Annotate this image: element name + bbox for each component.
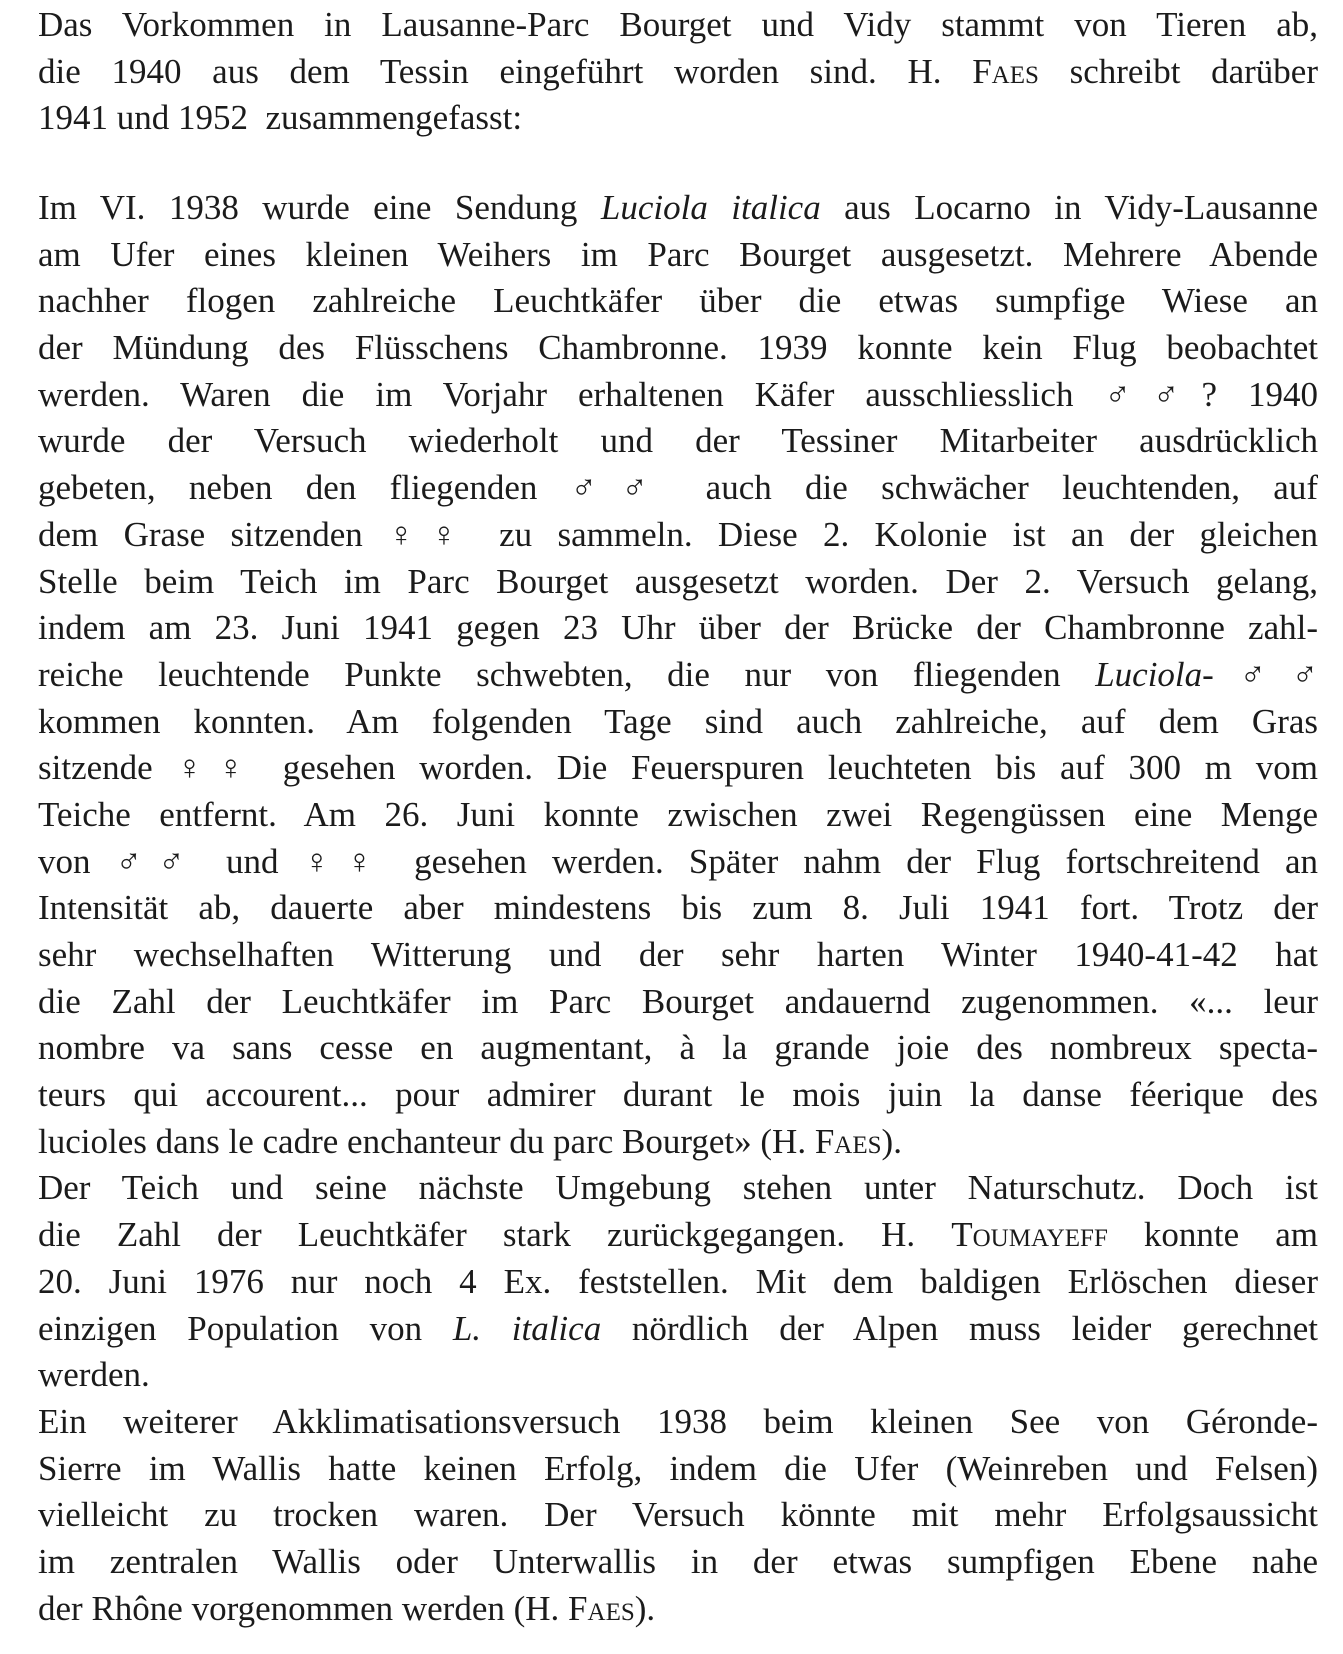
text-line: [38, 559, 1318, 606]
text-line: [38, 1212, 1318, 1259]
text-line: [38, 49, 1318, 96]
small-caps-author-name: Faes: [814, 1121, 882, 1161]
text-line: [38, 1072, 1318, 1119]
intro-paragraph: [38, 2, 1318, 142]
text-segment: die Zahl der Leuchtkäfer im Parc Bourget andauernd zugenommen. «... leur: [38, 981, 1318, 1021]
text-segment: nördlich der Alpen muss leider gerechnet: [601, 1308, 1318, 1348]
text-segment: reiche leuchtende Punkte schwebten, die nur von fliegenden: [38, 654, 1096, 694]
text-line: [38, 278, 1318, 325]
text-line: [38, 465, 1318, 512]
text-line: [38, 1165, 1318, 1212]
text-line: [38, 1539, 1318, 1586]
text-segment: Ein weiterer Akklimatisationsversuch 1938 beim kleinen See von Géronde-: [38, 1401, 1318, 1441]
text-line: [38, 512, 1318, 559]
text-segment: Der Teich und seine nächste Umgebung stehen unter Naturschutz. Doch ist: [38, 1168, 1318, 1208]
text-segment: 1941 und 1952 zusammengefasst:: [38, 98, 523, 138]
text-segment: von ♂♂ und ♀♀ gesehen werden. Später nahm der Flug fortschreitend an: [38, 841, 1318, 881]
text-line: [38, 232, 1318, 279]
text-segment: gebeten, neben den fliegenden ♂♂ auch die schwächer leuchtenden, auf: [38, 468, 1318, 508]
text-segment: werden. Waren die im Vorjahr erhaltenen Käfer ausschliesslich ♂♂? 1940: [38, 374, 1318, 414]
text-segment: sitzende ♀♀ gesehen worden. Die Feuerspuren leuchteten bis auf 300 m vom: [38, 748, 1318, 788]
text-segment: Das Vorkommen in Lausanne-Parc Bourget und Vidy stammt von Tieren ab,: [38, 5, 1318, 44]
text-segment: sehr wechselhaften Witterung und der sehr harten Winter 1940-41-42 hat: [38, 935, 1318, 974]
text-line: [38, 605, 1318, 652]
text-segment: lucioles dans le cadre enchanteur du parc Bourget» (H.: [38, 1121, 815, 1161]
text-segment: ).: [881, 1121, 902, 1161]
small-caps-author-name: Toumayeff: [951, 1215, 1108, 1255]
text-segment: im zentralen Wallis oder Unterwallis in der etwas sumpfigen Ebene nahe: [38, 1541, 1318, 1581]
text-segment: einzigen Population von: [38, 1308, 453, 1348]
text-line: [38, 418, 1318, 465]
text-line: [38, 1025, 1318, 1072]
text-line: [38, 885, 1318, 932]
quoted-report-paragraph: [38, 185, 1318, 1632]
text-segment: konnte am: [1107, 1215, 1318, 1255]
text-segment: aus Locarno in Vidy-Lausanne: [820, 188, 1318, 227]
text-segment: ).: [634, 1588, 656, 1628]
text-line: [38, 1399, 1318, 1446]
text-segment: 20. Juni 1976 nur noch 4 Ex. feststellen. Mit dem baldigen Erlöschen dieser: [38, 1261, 1318, 1301]
text-segment: der Rhône vorgenommen werden (H.: [38, 1588, 569, 1628]
text-segment: kommen konnten. Am folgenden Tage sind auch zahlreiche, auf dem Gras: [38, 701, 1318, 741]
small-caps-author-name: Faes: [568, 1588, 635, 1628]
text-line: [38, 1586, 1318, 1633]
text-segment: Intensität ab, dauerte aber mindestens bis zum 8. Juli 1941 fort. Trotz der: [38, 888, 1318, 928]
text-line: [38, 1492, 1318, 1539]
italic-text: Luciola: [1095, 654, 1203, 694]
text-segment: teurs qui accourent... pour admirer durant le mois juin la danse féerique des: [38, 1075, 1318, 1115]
text-segment: Teiche entfernt. Am 26. Juni konnte zwischen zwei Regengüssen eine Menge: [38, 794, 1318, 834]
italic-text: L. italica: [452, 1308, 602, 1348]
text-line: [38, 932, 1318, 979]
text-line: [38, 1306, 1318, 1353]
text-segment: am Ufer eines kleinen Weihers im Parc Bourget ausgesetzt. Mehrere Abende: [38, 234, 1318, 274]
text-line: [38, 325, 1318, 372]
text-line: [38, 745, 1318, 792]
text-segment: wurde der Versuch wiederholt und der Tessiner Mitarbeiter ausdrücklich: [38, 421, 1318, 461]
text-segment: Im VI. 1938 wurde eine Sendung: [38, 188, 601, 227]
text-segment: der Mündung des Flüsschens Chambronne. 1939 konnte kein Flug beobachtet: [38, 328, 1318, 368]
text-line: [38, 1352, 1318, 1399]
text-segment: vielleicht zu trocken waren. Der Versuch könnte mit mehr Erfolgsaussicht: [38, 1495, 1318, 1535]
text-segment: nombre va sans cesse en augmentant, à la grande joie des nombreux specta-: [38, 1028, 1318, 1068]
text-line: [38, 839, 1318, 886]
text-line: [38, 185, 1318, 232]
text-segment: die 1940 aus dem Tessin eingeführt worden sind. H.: [38, 51, 973, 91]
text-line: [38, 699, 1318, 746]
text-segment: schreibt darüber: [1038, 51, 1318, 91]
small-caps-author-name: Faes: [972, 51, 1039, 91]
text-segment: nachher flogen zahlreiche Leuchtkäfer über die etwas sumpfige Wiese an: [38, 281, 1318, 321]
text-line: [38, 372, 1318, 419]
text-line: [38, 2, 1318, 49]
text-line: [38, 792, 1318, 839]
text-line: [38, 979, 1318, 1026]
text-segment: -♂♂: [1202, 654, 1318, 694]
text-line: [38, 652, 1318, 699]
text-line: [38, 95, 1318, 142]
text-line: [38, 1446, 1318, 1493]
italic-text: Luciola italica: [600, 188, 821, 227]
text-segment: die Zahl der Leuchtkäfer stark zurückgegangen. H.: [38, 1215, 952, 1255]
text-segment: werden.: [38, 1355, 150, 1395]
text-segment: dem Grase sitzenden ♀♀ zu sammeln. Diese 2. Kolonie ist an der gleichen: [38, 514, 1318, 554]
text-segment: indem am 23. Juni 1941 gegen 23 Uhr über der Brücke der Chambronne zahl-: [38, 608, 1318, 648]
text-line: [38, 1259, 1318, 1306]
text-line: [38, 1119, 1318, 1166]
text-segment: Sierre im Wallis hatte keinen Erfolg, indem die Ufer (Weinreben und Felsen): [38, 1448, 1318, 1488]
text-segment: Stelle beim Teich im Parc Bourget ausgesetzt worden. Der 2. Versuch gelang,: [38, 561, 1318, 601]
